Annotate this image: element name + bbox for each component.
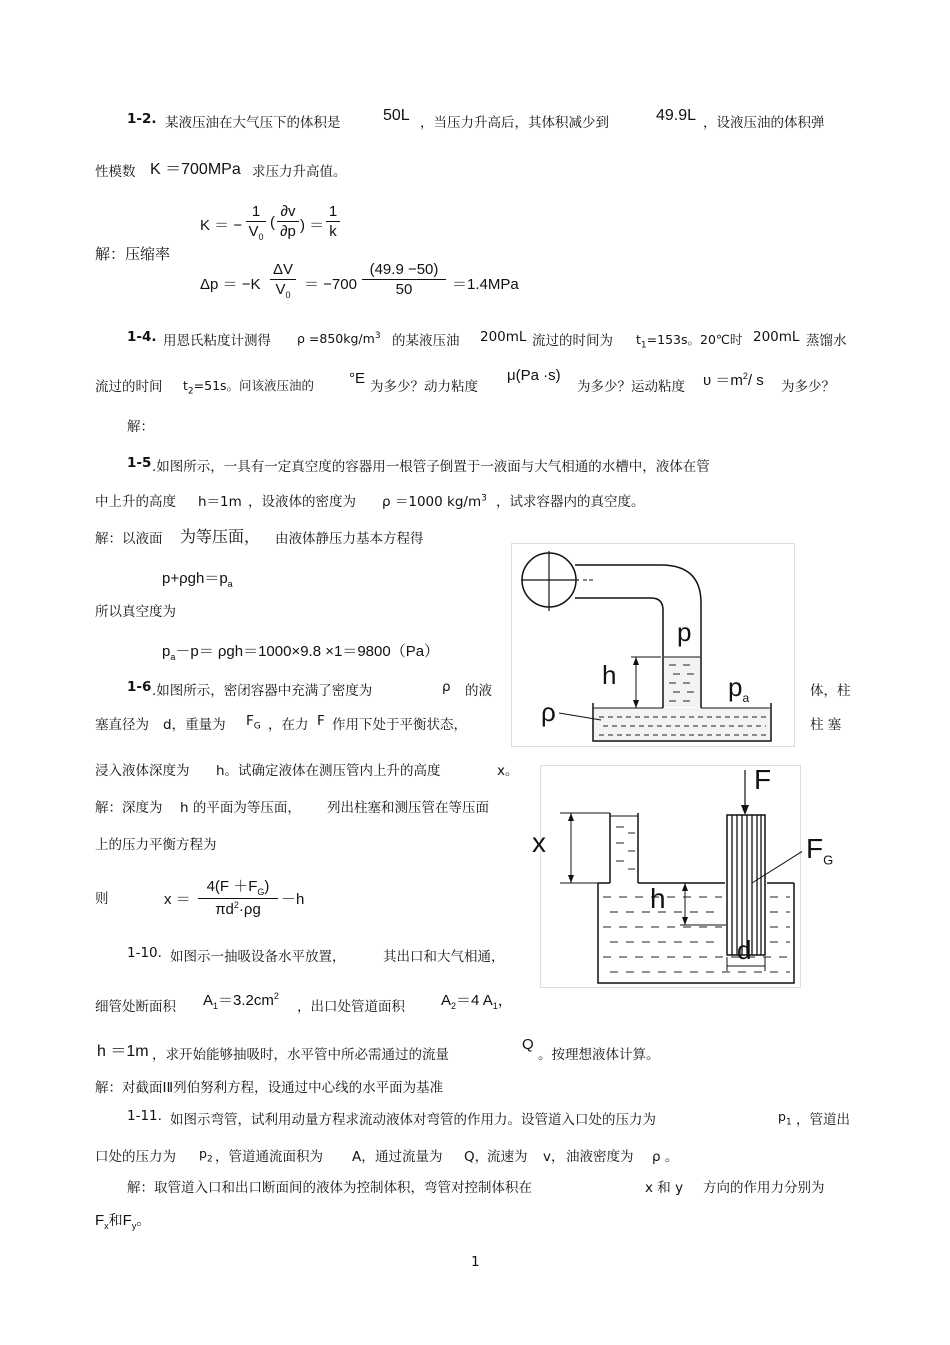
problem-1-4-text: 蒸馏水 xyxy=(806,333,847,349)
figure-label-x: x xyxy=(532,827,546,858)
pa-sub: a xyxy=(742,691,750,706)
problem-1-11-text: ，管道通流面积为 xyxy=(215,1149,323,1165)
eq-x-num-end: ) xyxy=(264,878,270,895)
problem-1-11-text: 油液密度为 xyxy=(566,1149,634,1165)
solution-text: 上的压力平衡方程为 xyxy=(95,837,217,853)
nu-rest: / s xyxy=(747,372,764,389)
problem-1-4-text: 用恩氏粘度计测得 xyxy=(163,333,271,349)
axes-xy: x 和 y xyxy=(645,1180,684,1196)
density-symbol: ρ xyxy=(442,679,451,695)
problem-1-10-text: 如图示一抽吸设备水平放置， xyxy=(170,949,346,965)
volume-200mL: 200mL xyxy=(480,329,527,345)
figure-label-FG xyxy=(806,833,833,868)
fg-sub: G xyxy=(253,721,261,732)
problem-1-5-number: 1-5 xyxy=(127,455,152,471)
force-symbol: F xyxy=(317,713,325,729)
density-sup: 3 xyxy=(481,493,487,504)
pa-symbol: p xyxy=(728,672,743,702)
problem-1-2-number: 1-2. xyxy=(127,111,157,127)
problem-1-11-number: 1-11. xyxy=(127,1108,162,1124)
solution-text: h 的平面为等压面， xyxy=(180,800,301,816)
t1-sub: 1 xyxy=(640,340,647,351)
solution-text: 由液体静压力基本方程得 xyxy=(275,531,424,547)
velocity-v: v， xyxy=(543,1149,565,1165)
t1-symbol: t xyxy=(636,332,641,347)
problem-1-6-text: 作用下处于平衡状态， xyxy=(332,717,467,733)
problem-1-10-text: 细管处断面积 xyxy=(95,999,176,1015)
Fx-symbol: F xyxy=(95,1212,105,1229)
height-h-1-10: h ＝1m xyxy=(97,1043,149,1060)
problem-1-4-text: 流过的时间为 xyxy=(532,333,613,349)
A1-symbol: A xyxy=(203,992,214,1009)
A2-end: ， xyxy=(497,992,513,1009)
figure-label-rho: ρ xyxy=(541,697,556,727)
fraction-bar xyxy=(277,221,299,222)
problem-1-6-text: 体，柱 xyxy=(810,683,851,699)
t2-rest: =51s。问该液压油的 xyxy=(193,378,315,393)
solution-text: 方向的作用力分别为 xyxy=(703,1180,825,1196)
problem-1-5-text: ，设液体的密度为 xyxy=(248,494,356,510)
density-rho: ρ 。 xyxy=(652,1149,679,1165)
p1-symbol: p xyxy=(778,1109,786,1124)
area-A: A， xyxy=(352,1149,375,1165)
eq2-fraction2 xyxy=(362,261,446,298)
eq2-denominator: V xyxy=(275,281,286,298)
eq1-rnum: 1 xyxy=(328,203,338,220)
problem-1-4-number: 1-4. xyxy=(127,329,157,345)
A1-sup: 2 xyxy=(273,991,279,1001)
problem-1-2-text: 某液压油在大气压下的体积是 xyxy=(165,115,341,131)
Fy-symbol: F xyxy=(122,1212,132,1229)
forces-FxFy xyxy=(95,1210,150,1231)
kinematic-viscosity-unit xyxy=(703,369,764,390)
density-value: ρ =850kg/m xyxy=(297,331,375,347)
time-t2 xyxy=(183,376,314,397)
nu-value: υ ＝m xyxy=(703,372,743,389)
problem-1-6-text: 的液 xyxy=(465,683,492,699)
eq-x-right: －h xyxy=(281,891,305,908)
fraction-bar xyxy=(326,221,340,222)
eq2-numerator: ΔV xyxy=(272,261,294,278)
solution-label: 解： xyxy=(127,419,154,435)
density xyxy=(382,490,487,510)
eq-x-den-sup: 2 xyxy=(233,900,239,910)
problem-1-11-text: ，管道出 xyxy=(796,1112,850,1128)
and-text: 和 xyxy=(108,1213,123,1229)
problem-1-2-text: ，设液压油的体积弹 xyxy=(703,115,825,131)
eq1-fraction xyxy=(246,203,266,242)
eq-sub: a xyxy=(227,579,233,589)
eq2-denominator-sub: 0 xyxy=(285,290,291,300)
eq1-dnum: ∂v xyxy=(280,203,296,220)
problem-1-4-text: 流过的时间 xyxy=(95,379,163,395)
t2-symbol: t xyxy=(183,378,188,393)
problem-1-11-text: 如图示弯管，试利用动量方程求流动液体对弯管的作用力。设管道入口处的压力为 xyxy=(170,1112,656,1128)
figure-label-F: F xyxy=(754,764,772,795)
A1-sub: 1 xyxy=(213,1001,219,1011)
problem-1-2-text: 性模数 xyxy=(95,164,136,180)
pressure-p1 xyxy=(778,1109,792,1128)
eq-x-den: πd xyxy=(215,901,234,918)
problem-1-5-text: ，试求容器内的真空度。 xyxy=(496,494,645,510)
problem-1-10-number: 1-10. xyxy=(127,945,162,961)
eq1-denominator-sub: 0 xyxy=(258,232,264,242)
eq-part: p+ρgh＝p xyxy=(162,570,228,587)
problem-1-2-text: 求压力升高值。 xyxy=(252,164,347,180)
end-text: 。 xyxy=(136,1213,151,1229)
eq-x-num: 4(F ＋F xyxy=(206,878,258,895)
A1-value: ＝3.2cm xyxy=(218,992,274,1009)
eq-part: －p＝ ρgh＝1000×9.8 ×1＝9800（Pa） xyxy=(175,643,440,660)
problem-1-10-text: 其出口和大气相通， xyxy=(383,949,505,965)
problem-1-2-text: ，当压力升高后，其体积减少到 xyxy=(420,115,609,131)
p2-symbol: p xyxy=(199,1146,207,1161)
problem-1-11-text: 通过流量为 xyxy=(375,1149,443,1165)
weight-symbol xyxy=(246,713,261,732)
t1-rest: =153s。20℃时 xyxy=(646,332,743,347)
Fy-sub: y xyxy=(131,1221,137,1231)
eq1-paren: ( xyxy=(270,214,275,231)
A2-sub: 2 xyxy=(451,1001,457,1011)
fg-symbol: F xyxy=(246,713,254,729)
problem-1-6-text: .如图所示，密闭容器中充满了密度为 xyxy=(152,683,373,699)
eq1-denominator: V xyxy=(248,223,259,240)
figure-1-6 xyxy=(540,765,802,990)
problem-1-4-text: 为多少？动力粘度 xyxy=(370,379,478,395)
problem-1-6-text: 浸入液体深度为 xyxy=(95,763,190,779)
eq1-rden: k xyxy=(329,223,337,240)
eq2-numerator2: (49.9 −50) xyxy=(369,261,439,278)
solution-text: 列出柱塞和测压管在等压面 xyxy=(327,800,489,816)
figure-label-pa xyxy=(728,672,749,705)
fraction-bar xyxy=(246,221,266,222)
problem-1-5-text: 中上升的高度 xyxy=(95,494,176,510)
fraction-bar xyxy=(198,898,278,899)
figure-label-d: d xyxy=(737,935,752,965)
solution-text: 为等压面， xyxy=(180,527,261,546)
height-h: h＝1m xyxy=(198,494,242,510)
eq1-left: K ＝ − xyxy=(200,217,243,234)
problem-1-11-text: 流速为 xyxy=(487,1149,528,1165)
FG-symbol: F xyxy=(806,833,824,864)
problem-1-6-text: d，重量为 xyxy=(163,717,226,733)
eq-sub: a xyxy=(170,652,176,662)
eq2-result: ＝1.4MPa xyxy=(452,276,519,293)
problem-1-5-text: .如图所示，一具有一定真空度的容器用一根管子倒置于一液面与大气相通的水槽中，液体在管 xyxy=(152,459,710,475)
density-value: ρ ＝1000 kg/m xyxy=(382,494,482,510)
A2-symbol: A xyxy=(441,992,452,1009)
fraction-bar xyxy=(270,279,296,280)
eq2-denominator2: 50 xyxy=(395,281,413,298)
engler-degree: °E xyxy=(349,370,366,387)
figure-label-h: h xyxy=(602,660,617,690)
flow-Q: Q， xyxy=(464,1149,489,1165)
p2-sub: 2 xyxy=(206,1154,213,1165)
problem-1-10-text: ，出口处管道面积 xyxy=(297,999,405,1015)
area-A2 xyxy=(441,989,513,1011)
equation-hydrostatic xyxy=(162,567,233,589)
problem-1-6-text: x。 xyxy=(497,763,519,779)
problem-1-10-text: 。按理想液体计算。 xyxy=(538,1047,660,1063)
bulk-modulus: K ＝700MPa xyxy=(150,161,241,178)
solution-text: 解：以液面 xyxy=(95,531,163,547)
A2-value: ＝4 A xyxy=(456,992,493,1009)
flow-rate-Q: Q xyxy=(522,1036,534,1053)
solution-text: 所以真空度为 xyxy=(95,604,176,620)
eq-x-num-sub: G xyxy=(257,887,265,897)
volume-200mL-water: 200mL xyxy=(753,329,800,345)
problem-1-4-text: 为多少？ xyxy=(781,379,835,395)
eq1-rhs xyxy=(326,203,340,240)
nu-sup: 2 xyxy=(742,371,748,381)
fraction-bar xyxy=(362,279,446,280)
Fx-sub: x xyxy=(104,1221,109,1231)
density xyxy=(297,331,381,346)
pressure-p2 xyxy=(199,1146,213,1165)
problem-1-11-text: 口处的压力为 xyxy=(95,1149,176,1165)
problem-1-6-text: h。试确定液体在测压管内上升的高度 xyxy=(216,763,441,779)
eq1-dden: ∂p xyxy=(280,223,296,240)
eq1-paren-close: ) ＝ xyxy=(300,217,325,234)
eq-part: p xyxy=(162,643,171,660)
A2-value-sub: 1 xyxy=(492,1001,498,1011)
dynamic-viscosity-unit: μ(Pa ·s) xyxy=(507,367,561,384)
eq2-fraction xyxy=(270,261,296,300)
problem-1-6-number: 1-6 xyxy=(127,679,152,695)
p1-sub: 1 xyxy=(785,1117,792,1128)
solution-text: 则 xyxy=(95,891,109,907)
eq-x-left: x ＝ xyxy=(164,891,191,908)
equation-vacuum xyxy=(162,640,439,662)
page-number: 1 xyxy=(471,1254,480,1270)
problem-1-6-text: ，在力 xyxy=(268,717,309,733)
t2-sub: 2 xyxy=(187,386,194,397)
problem-1-4-text: 的某液压油 xyxy=(392,333,460,349)
value-50L: 50L xyxy=(383,107,410,124)
eq1-derivative xyxy=(277,203,299,240)
solution-text: 解：对截面ⅠⅡ列伯努利方程，设通过中心线的水平面为基准 xyxy=(95,1080,444,1096)
problem-1-6-text: 柱 塞 xyxy=(810,717,842,733)
eq2-left: Δp ＝ −K xyxy=(200,276,261,293)
problem-1-6-text: 塞直径为 xyxy=(95,717,149,733)
solution-text: 解：深度为 xyxy=(95,800,163,816)
solution-label: 解：压缩率 xyxy=(95,245,171,263)
problem-1-4-text: 为多少？运动粘度 xyxy=(577,379,685,395)
eq2-mid: ＝ −700 xyxy=(304,276,357,293)
eq1-numerator: 1 xyxy=(251,203,261,220)
FG-sub: G xyxy=(823,852,834,868)
figure-label-h: h xyxy=(650,883,666,914)
time-t1 xyxy=(636,330,742,351)
density-sup: 3 xyxy=(374,331,381,341)
eq-x-fraction xyxy=(198,875,278,918)
area-A1 xyxy=(203,989,279,1011)
problem-1-10-text: ，求开始能够抽吸时，水平管中所必需通过的流量 xyxy=(152,1047,449,1063)
solution-text: 解：取管道入口和出口断面间的液体为控制体积，弯管对控制体积在 xyxy=(127,1180,532,1196)
figure-label-p: p xyxy=(677,617,692,647)
value-49.9L: 49.9L xyxy=(656,107,697,124)
eq-x-den-end: ·ρg xyxy=(238,901,261,918)
